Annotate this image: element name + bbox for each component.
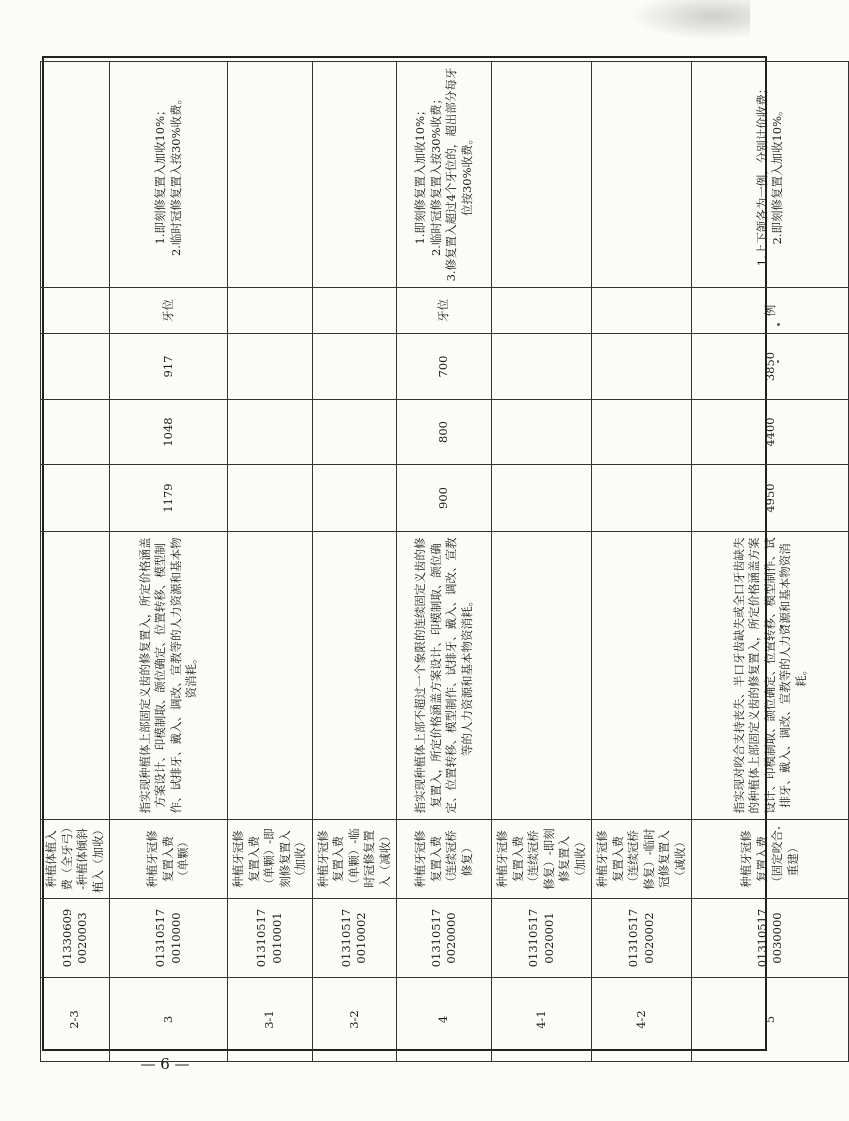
code-cell: 01310517 0010002 [312, 899, 397, 978]
table-row [228, 62, 313, 1062]
name-cell: 种植体植入费（全牙弓）-种植体倾斜植入（加收） [41, 820, 110, 899]
code-cell: 01310517 0030000 [692, 899, 849, 978]
note-cell [312, 62, 397, 288]
price-tier3-cell [228, 334, 313, 400]
content-cell [228, 532, 313, 820]
unit-cell: 牙位 [397, 288, 492, 334]
rotated-table-container [40, 62, 808, 1062]
price-tier2-cell [41, 400, 110, 465]
note-cell [592, 62, 692, 288]
table-row [41, 62, 110, 1062]
code-cell: 01310517 0010001 [228, 899, 313, 978]
name-cell: 种植牙冠修复置入费（固定咬合重建） [692, 820, 849, 899]
content-cell [592, 532, 692, 820]
price-tier2-cell: 4400 [692, 400, 849, 465]
name-cell: 种植牙冠修复置入费（连续冠桥修复） [397, 820, 492, 899]
content-cell: 指实现种植体上部固定义齿的修复置入，所定价格涵盖方案设计、印模制取、颌位确定、位置转移、模型制作、试排牙、戴入、调改、宣教等的人力资源和基本物资消耗。 [110, 532, 228, 820]
price-tier1-cell [592, 465, 692, 532]
price-tier3-cell: 700 [397, 334, 492, 400]
price-tier1-cell: 900 [397, 465, 492, 532]
price-tier2-cell: 1048 [110, 400, 228, 465]
code-cell: 01310517 0020000 [397, 899, 492, 978]
unit-cell: 牙位 [110, 288, 228, 334]
price-tier2-cell [592, 400, 692, 465]
unit-cell [312, 288, 397, 334]
note-cell: 1.即刻修复置入加收10%； 2.临时冠修复置入按30%收费。 [110, 62, 228, 288]
price-tier1-cell: 1179 [110, 465, 228, 532]
table-row [397, 62, 492, 1062]
content-cell: 指实现对咬合支持丧失、半口牙齿缺失或全口牙齿缺失的种植体上部固定义齿的修复置入，所定价格涵盖方案设计、印模制取、颌位确定、位置转移、模型制作、试排牙、戴入、调改、宣教等的人力资源和基本物资消耗。 [692, 532, 849, 820]
price-tier1-cell: 4950 [692, 465, 849, 532]
content-cell [492, 532, 592, 820]
content-cell: 指实现种植体上部不超过一个象限的连续固定义齿的修复置入，所定价格涵盖方案设计、印模制取、颌位确定、位置转移、模型制作、试排牙、戴入、调改、宣教等的人力资源和基本物资消耗。 [397, 532, 492, 820]
unit-cell: 例 [692, 288, 849, 334]
note-cell: 1.即刻修复置入加收10%； 2.临时冠修复置入按30%收费； 3.修复置入超过4个牙位的，超出部分每牙位按30%收费。 [397, 62, 492, 288]
price-tier2-cell [492, 400, 592, 465]
price-tier3-cell [592, 334, 692, 400]
name-cell: 种植牙冠修复置入费（单颗）-临时冠修复置入（减收） [312, 820, 397, 899]
price-tier1-cell [492, 465, 592, 532]
table-row [110, 62, 228, 1062]
name-cell: 种植牙冠修复置入费（单颗）-即刻修复置入（加收） [228, 820, 313, 899]
content-cell [312, 532, 397, 820]
name-cell: 种植牙冠修复置入费（单颗） [110, 820, 228, 899]
price-tier3-cell [312, 334, 397, 400]
note-cell [228, 62, 313, 288]
note-cell: 1.上下颌各为一例，分别计价收费； 2.即刻修复置入加收10%。 [692, 62, 849, 288]
note-cell [492, 62, 592, 288]
scan-smudge [630, 0, 750, 40]
seq-cell: 2-3 [41, 978, 110, 1062]
price-tier1-cell [228, 465, 313, 532]
page-number: — 6 — [140, 1055, 190, 1073]
table-row [492, 62, 592, 1062]
code-cell: 01310517 0020001 [492, 899, 592, 978]
seq-cell: 4-2 [592, 978, 692, 1062]
price-tier2-cell [312, 400, 397, 465]
code-cell: 01310517 0020002 [592, 899, 692, 978]
price-tier3-cell [492, 334, 592, 400]
unit-cell [41, 288, 110, 334]
seq-cell: 4 [397, 978, 492, 1062]
price-tier3-cell: 917 [110, 334, 228, 400]
seq-cell: 4-1 [492, 978, 592, 1062]
unit-cell [492, 288, 592, 334]
table-row [592, 62, 692, 1062]
price-tier1-cell [312, 465, 397, 532]
seq-cell: 5 [692, 978, 849, 1062]
unit-cell [228, 288, 313, 334]
table-row [692, 62, 849, 1062]
price-tier1-cell [41, 465, 110, 532]
name-cell: 种植牙冠修复置入费（连续冠桥修复）-即刻修复置入（加收） [492, 820, 592, 899]
table-row [312, 62, 397, 1062]
price-tier2-cell: 800 [397, 400, 492, 465]
code-cell: 01330609 0020003 [41, 899, 110, 978]
unit-cell [592, 288, 692, 334]
code-cell: 01310517 0010000 [110, 899, 228, 978]
price-tier3-cell [41, 334, 110, 400]
seq-cell: 3 [110, 978, 228, 1062]
seq-cell: 3-1 [228, 978, 313, 1062]
price-tier2-cell [228, 400, 313, 465]
content-cell [41, 532, 110, 820]
note-cell [41, 62, 110, 288]
seq-cell: 3-2 [312, 978, 397, 1062]
price-tier3-cell: 3850 [692, 334, 849, 400]
name-cell: 种植牙冠修复置入费（连续冠桥修复）-临时冠修复置入（减收） [592, 820, 692, 899]
price-table [40, 61, 849, 1062]
